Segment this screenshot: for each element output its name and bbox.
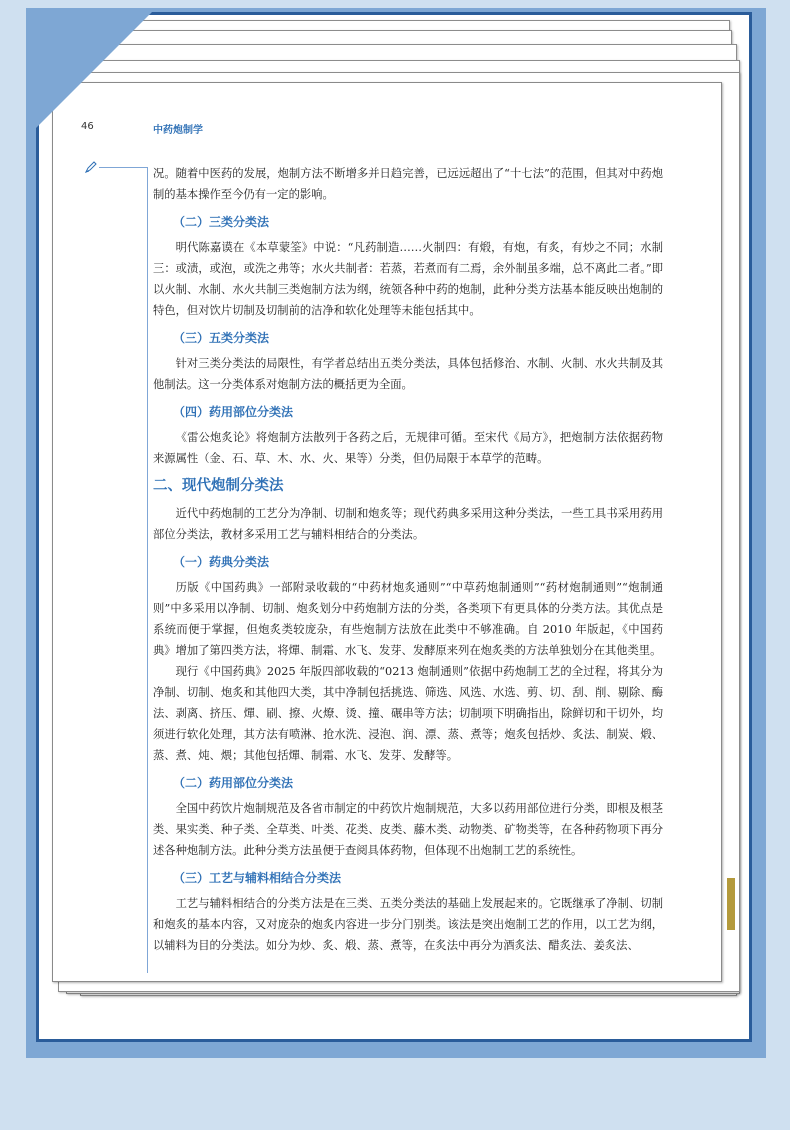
section-heading: （三）工艺与辅料相结合分类法 (173, 871, 342, 885)
section-heading: （三）五类分类法 (173, 331, 270, 345)
margin-rule-vertical (147, 167, 148, 973)
section-heading: （四）药用部位分类法 (173, 405, 294, 419)
paragraph: 明代陈嘉谟在《本草蒙筌》中说：“凡药制造……火制四：有煅，有炮，有炙，有炒之不同；水制三：或渍，或泡，或洗之弗等；水火共制者：若蒸，若煮而有二焉，余外制虽多端，总不离此二者。”即以火制、水制、水火共制三类炮制方法为纲，统领各种中药的炮制，此种分类方法基本能反映出炮制的特色，但对饮片切制及切制前的洁净和软化处理等未能包括其中。 (153, 241, 663, 317)
section-heading: （二）三类分类法 (173, 215, 270, 229)
chapter-heading: 二、现代炮制分类法 (153, 478, 284, 494)
corner-fold (26, 8, 156, 138)
section-heading: （一）药典分类法 (173, 555, 270, 569)
paragraph: 况。随着中医药的发展，炮制方法不断增多并日趋完善，已远远超出了“十七法”的范围，但其对中药炮制的基本操作至今仍有一定的影响。 (153, 167, 663, 201)
running-head: 中药炮制学 (153, 125, 203, 136)
pen-icon (85, 161, 97, 173)
page-tab-marker (727, 878, 735, 930)
paragraph: 历版《中国药典》一部附录收载的“中药材炮炙通则”“中草药炮制通则”“药材炮制通则”“炮制通则”中多采用以净制、切制、炮炙划分中药炮制方法的分类，各类项下有更具体的分类方法。其优点是系统而便于掌握，但炮炙类较庞杂，有些炮制方法放在此类中不够准确。自 2010 年版起，《中国药典》增加了第四类方法，将燀、制霜、水飞、发芽、发酵原来列在炮炙类的方法单独划分在其他类里。 (153, 581, 663, 657)
paragraph: 工艺与辅料相结合的分类方法是在三类、五类分类法的基础上发展起来的。它既继承了净制、切制和炮炙的基本内容，又对庞杂的炮炙内容进一步分门别类。该法是突出炮制工艺的作用，以工艺为纲，以辅料为目的分类法。如分为炒、炙、煅、蒸、煮等，在炙法中再分为酒炙法、醋炙法、姜炙法、 (153, 897, 663, 952)
paragraph: 针对三类分类法的局限性，有学者总结出五类分类法，具体包括修治、水制、火制、水火共制及其他制法。这一分类体系对炮制方法的概括更为全面。 (153, 357, 663, 391)
paragraph: 现行《中国药典》2025 年版四部收载的“0213 炮制通则”依据中药炮制工艺的全过程，将其分为净制、切制、炮炙和其他四大类，其中净制包括挑选、筛选、风选、水选、剪、切、刮、削、剔除、酶法、剥离、挤压、燀、刷、擦、火燎、烫、撞、碾串等方法；切制项下明确指出，除鲜切和干切外，均须进行软化处理，其方法有喷淋、抢水洗、浸泡、润、漂、蒸、煮等；炮炙包括炒、炙法、制炭、煅、蒸、煮、炖、煨；其他包括燀、制霜、水飞、发芽、发酵等。 (153, 665, 663, 762)
margin-rule (99, 167, 147, 168)
page-number: 46 (81, 121, 94, 132)
paragraph: 近代中药炮制的工艺分为净制、切制和炮炙等；现代药典多采用这种分类法，一些工具书采用药用部位分类法，教材多采用工艺与辅料相结合的分类法。 (153, 507, 663, 541)
paragraph: 《雷公炮炙论》将炮制方法散列于各药之后，无规律可循。至宋代《局方》，把炮制方法依据药物来源属性（金、石、草、木、水、火、果等）分类，但仍局限于本草学的范畴。 (153, 431, 663, 465)
section-heading: （二）药用部位分类法 (173, 776, 294, 790)
paragraph: 全国中药饮片炮制规范及各省市制定的中药饮片炮制规范，大多以药用部位进行分类，即根及根茎类、果实类、种子类、全草类、叶类、花类、皮类、藤木类、动物类、矿物类等，在各种药物项下再分述各种炮制方法。此种分类方法虽便于查阅具体药物，但体现不出炮制工艺的系统性。 (153, 802, 663, 857)
body-text (153, 163, 663, 956)
document-page (52, 82, 722, 982)
